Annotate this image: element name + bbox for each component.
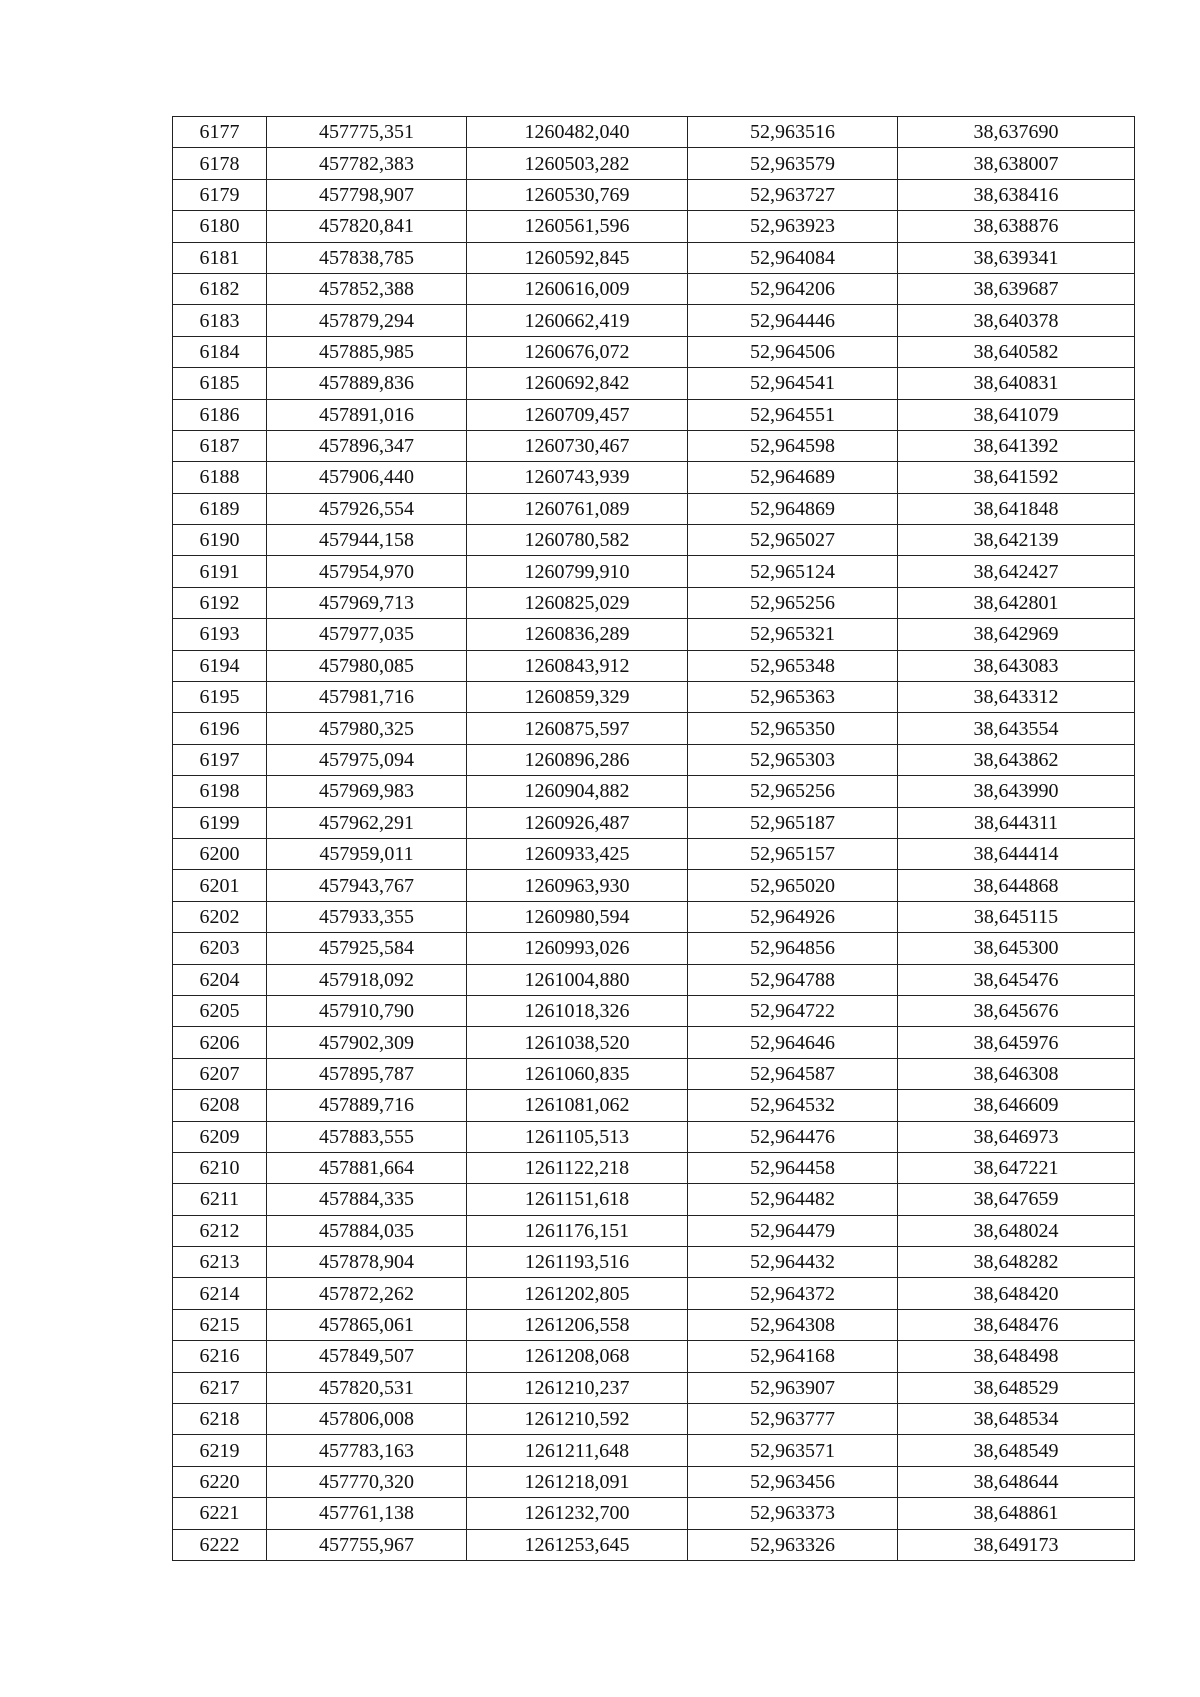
x-coordinate-cell: 457975,094 (267, 744, 467, 775)
x-coordinate-cell: 457895,787 (267, 1058, 467, 1089)
y-coordinate-cell: 1260730,467 (467, 430, 688, 461)
longitude-cell: 38,637690 (898, 117, 1135, 148)
latitude-cell: 52,964598 (688, 430, 898, 461)
longitude-cell: 38,648420 (898, 1278, 1135, 1309)
y-coordinate-cell: 1261193,516 (467, 1247, 688, 1278)
longitude-cell: 38,639341 (898, 242, 1135, 273)
x-coordinate-cell: 457889,716 (267, 1090, 467, 1121)
latitude-cell: 52,965187 (688, 807, 898, 838)
table-row (173, 1184, 1135, 1215)
x-coordinate-cell: 457896,347 (267, 430, 467, 461)
longitude-cell: 38,642801 (898, 587, 1135, 618)
x-coordinate-cell: 457959,011 (267, 838, 467, 869)
latitude-cell: 52,964788 (688, 964, 898, 995)
longitude-cell: 38,643554 (898, 713, 1135, 744)
table-row (173, 870, 1135, 901)
longitude-cell: 38,648529 (898, 1372, 1135, 1403)
longitude-cell: 38,646609 (898, 1090, 1135, 1121)
point-number-cell: 6190 (173, 525, 267, 556)
x-coordinate-cell: 457891,016 (267, 399, 467, 430)
longitude-cell: 38,645300 (898, 933, 1135, 964)
longitude-cell: 38,644414 (898, 838, 1135, 869)
point-number-cell: 6218 (173, 1404, 267, 1435)
y-coordinate-cell: 1260836,289 (467, 619, 688, 650)
latitude-cell: 52,963456 (688, 1466, 898, 1497)
longitude-cell: 38,645115 (898, 901, 1135, 932)
y-coordinate-cell: 1260933,425 (467, 838, 688, 869)
table-row (173, 148, 1135, 179)
point-number-cell: 6192 (173, 587, 267, 618)
x-coordinate-cell: 457943,767 (267, 870, 467, 901)
point-number-cell: 6196 (173, 713, 267, 744)
y-coordinate-cell: 1260592,845 (467, 242, 688, 273)
table-row (173, 1278, 1135, 1309)
latitude-cell: 52,964722 (688, 995, 898, 1026)
longitude-cell: 38,646308 (898, 1058, 1135, 1089)
y-coordinate-cell: 1261211,648 (467, 1435, 688, 1466)
y-coordinate-cell: 1261202,805 (467, 1278, 688, 1309)
x-coordinate-cell: 457925,584 (267, 933, 467, 964)
point-number-cell: 6185 (173, 368, 267, 399)
table-row (173, 1215, 1135, 1246)
point-number-cell: 6204 (173, 964, 267, 995)
table-row (173, 179, 1135, 210)
latitude-cell: 52,964308 (688, 1309, 898, 1340)
longitude-cell: 38,648644 (898, 1466, 1135, 1497)
latitude-cell: 52,964084 (688, 242, 898, 273)
y-coordinate-cell: 1260709,457 (467, 399, 688, 430)
y-coordinate-cell: 1260616,009 (467, 273, 688, 304)
latitude-cell: 52,965363 (688, 682, 898, 713)
latitude-cell: 52,965350 (688, 713, 898, 744)
latitude-cell: 52,964506 (688, 336, 898, 367)
y-coordinate-cell: 1261018,326 (467, 995, 688, 1026)
longitude-cell: 38,648549 (898, 1435, 1135, 1466)
longitude-cell: 38,643312 (898, 682, 1135, 713)
point-number-cell: 6219 (173, 1435, 267, 1466)
y-coordinate-cell: 1260980,594 (467, 901, 688, 932)
y-coordinate-cell: 1260780,582 (467, 525, 688, 556)
latitude-cell: 52,963777 (688, 1404, 898, 1435)
y-coordinate-cell: 1261122,218 (467, 1152, 688, 1183)
x-coordinate-cell: 457902,309 (267, 1027, 467, 1058)
table-row (173, 336, 1135, 367)
x-coordinate-cell: 457962,291 (267, 807, 467, 838)
y-coordinate-cell: 1261208,068 (467, 1341, 688, 1372)
point-number-cell: 6221 (173, 1498, 267, 1529)
x-coordinate-cell: 457977,035 (267, 619, 467, 650)
point-number-cell: 6191 (173, 556, 267, 587)
latitude-cell: 52,963516 (688, 117, 898, 148)
latitude-cell: 52,964869 (688, 493, 898, 524)
latitude-cell: 52,963579 (688, 148, 898, 179)
point-number-cell: 6178 (173, 148, 267, 179)
longitude-cell: 38,643862 (898, 744, 1135, 775)
x-coordinate-cell: 457879,294 (267, 305, 467, 336)
point-number-cell: 6177 (173, 117, 267, 148)
latitude-cell: 52,965348 (688, 650, 898, 681)
latitude-cell: 52,965124 (688, 556, 898, 587)
point-number-cell: 6201 (173, 870, 267, 901)
longitude-cell: 38,642139 (898, 525, 1135, 556)
longitude-cell: 38,649173 (898, 1529, 1135, 1560)
table-row (173, 273, 1135, 304)
table-row (173, 305, 1135, 336)
longitude-cell: 38,647659 (898, 1184, 1135, 1215)
table-row (173, 650, 1135, 681)
x-coordinate-cell: 457849,507 (267, 1341, 467, 1372)
longitude-cell: 38,648024 (898, 1215, 1135, 1246)
table-row (173, 462, 1135, 493)
point-number-cell: 6182 (173, 273, 267, 304)
table-row (173, 1309, 1135, 1340)
x-coordinate-cell: 457783,163 (267, 1435, 467, 1466)
table-row (173, 713, 1135, 744)
point-number-cell: 6217 (173, 1372, 267, 1403)
point-number-cell: 6214 (173, 1278, 267, 1309)
y-coordinate-cell: 1260561,596 (467, 211, 688, 242)
latitude-cell: 52,965020 (688, 870, 898, 901)
x-coordinate-cell: 457884,335 (267, 1184, 467, 1215)
point-number-cell: 6189 (173, 493, 267, 524)
point-number-cell: 6203 (173, 933, 267, 964)
point-number-cell: 6200 (173, 838, 267, 869)
latitude-cell: 52,964479 (688, 1215, 898, 1246)
longitude-cell: 38,641848 (898, 493, 1135, 524)
longitude-cell: 38,648861 (898, 1498, 1135, 1529)
point-number-cell: 6215 (173, 1309, 267, 1340)
point-number-cell: 6187 (173, 430, 267, 461)
y-coordinate-cell: 1260993,026 (467, 933, 688, 964)
x-coordinate-cell: 457981,716 (267, 682, 467, 713)
y-coordinate-cell: 1261081,062 (467, 1090, 688, 1121)
x-coordinate-cell: 457878,904 (267, 1247, 467, 1278)
longitude-cell: 38,645976 (898, 1027, 1135, 1058)
latitude-cell: 52,965157 (688, 838, 898, 869)
table-row (173, 1027, 1135, 1058)
table-row (173, 1404, 1135, 1435)
y-coordinate-cell: 1260482,040 (467, 117, 688, 148)
latitude-cell: 52,963727 (688, 179, 898, 210)
point-number-cell: 6222 (173, 1529, 267, 1560)
latitude-cell: 52,964856 (688, 933, 898, 964)
y-coordinate-cell: 1260676,072 (467, 336, 688, 367)
table-row (173, 525, 1135, 556)
x-coordinate-cell: 457933,355 (267, 901, 467, 932)
x-coordinate-cell: 457980,085 (267, 650, 467, 681)
point-number-cell: 6213 (173, 1247, 267, 1278)
table-row (173, 493, 1135, 524)
x-coordinate-cell: 457969,983 (267, 776, 467, 807)
point-number-cell: 6179 (173, 179, 267, 210)
longitude-cell: 38,645676 (898, 995, 1135, 1026)
x-coordinate-cell: 457775,351 (267, 117, 467, 148)
point-number-cell: 6198 (173, 776, 267, 807)
longitude-cell: 38,640378 (898, 305, 1135, 336)
point-number-cell: 6184 (173, 336, 267, 367)
table-row (173, 1372, 1135, 1403)
x-coordinate-cell: 457969,713 (267, 587, 467, 618)
x-coordinate-cell: 457883,555 (267, 1121, 467, 1152)
table-row (173, 995, 1135, 1026)
longitude-cell: 38,644311 (898, 807, 1135, 838)
latitude-cell: 52,965027 (688, 525, 898, 556)
y-coordinate-cell: 1261060,835 (467, 1058, 688, 1089)
y-coordinate-cell: 1261218,091 (467, 1466, 688, 1497)
point-number-cell: 6193 (173, 619, 267, 650)
table-row (173, 619, 1135, 650)
point-number-cell: 6209 (173, 1121, 267, 1152)
latitude-cell: 52,964206 (688, 273, 898, 304)
y-coordinate-cell: 1260904,882 (467, 776, 688, 807)
x-coordinate-cell: 457918,092 (267, 964, 467, 995)
latitude-cell: 52,963326 (688, 1529, 898, 1560)
table-row (173, 933, 1135, 964)
x-coordinate-cell: 457782,383 (267, 148, 467, 179)
x-coordinate-cell: 457885,985 (267, 336, 467, 367)
x-coordinate-cell: 457852,388 (267, 273, 467, 304)
point-number-cell: 6186 (173, 399, 267, 430)
table-row (173, 1058, 1135, 1089)
table-row (173, 744, 1135, 775)
x-coordinate-cell: 457944,158 (267, 525, 467, 556)
x-coordinate-cell: 457872,262 (267, 1278, 467, 1309)
x-coordinate-cell: 457806,008 (267, 1404, 467, 1435)
y-coordinate-cell: 1261210,592 (467, 1404, 688, 1435)
latitude-cell: 52,963907 (688, 1372, 898, 1403)
y-coordinate-cell: 1260825,029 (467, 587, 688, 618)
y-coordinate-cell: 1260896,286 (467, 744, 688, 775)
longitude-cell: 38,648282 (898, 1247, 1135, 1278)
table-row (173, 1466, 1135, 1497)
y-coordinate-cell: 1260859,329 (467, 682, 688, 713)
y-coordinate-cell: 1260692,842 (467, 368, 688, 399)
table-row (173, 838, 1135, 869)
table-row (173, 964, 1135, 995)
latitude-cell: 52,965256 (688, 776, 898, 807)
x-coordinate-cell: 457770,320 (267, 1466, 467, 1497)
x-coordinate-cell: 457889,836 (267, 368, 467, 399)
table-row (173, 682, 1135, 713)
x-coordinate-cell: 457761,138 (267, 1498, 467, 1529)
latitude-cell: 52,964372 (688, 1278, 898, 1309)
point-number-cell: 6195 (173, 682, 267, 713)
point-number-cell: 6208 (173, 1090, 267, 1121)
y-coordinate-cell: 1260799,910 (467, 556, 688, 587)
x-coordinate-cell: 457926,554 (267, 493, 467, 524)
y-coordinate-cell: 1260503,282 (467, 148, 688, 179)
longitude-cell: 38,639687 (898, 273, 1135, 304)
table-row (173, 1529, 1135, 1560)
y-coordinate-cell: 1260662,419 (467, 305, 688, 336)
point-number-cell: 6183 (173, 305, 267, 336)
x-coordinate-cell: 457820,841 (267, 211, 467, 242)
latitude-cell: 52,964926 (688, 901, 898, 932)
point-number-cell: 6211 (173, 1184, 267, 1215)
point-number-cell: 6180 (173, 211, 267, 242)
latitude-cell: 52,965256 (688, 587, 898, 618)
table-row (173, 1247, 1135, 1278)
table-row (173, 1090, 1135, 1121)
point-number-cell: 6202 (173, 901, 267, 932)
latitude-cell: 52,964458 (688, 1152, 898, 1183)
latitude-cell: 52,965303 (688, 744, 898, 775)
table-row (173, 776, 1135, 807)
longitude-cell: 38,645476 (898, 964, 1135, 995)
table-row (173, 242, 1135, 273)
latitude-cell: 52,963923 (688, 211, 898, 242)
table-row (173, 399, 1135, 430)
table-row (173, 211, 1135, 242)
y-coordinate-cell: 1261253,645 (467, 1529, 688, 1560)
x-coordinate-cell: 457906,440 (267, 462, 467, 493)
longitude-cell: 38,644868 (898, 870, 1135, 901)
point-number-cell: 6181 (173, 242, 267, 273)
y-coordinate-cell: 1261004,880 (467, 964, 688, 995)
x-coordinate-cell: 457980,325 (267, 713, 467, 744)
table-row (173, 587, 1135, 618)
y-coordinate-cell: 1261232,700 (467, 1498, 688, 1529)
latitude-cell: 52,964551 (688, 399, 898, 430)
longitude-cell: 38,640831 (898, 368, 1135, 399)
longitude-cell: 38,647221 (898, 1152, 1135, 1183)
latitude-cell: 52,964689 (688, 462, 898, 493)
longitude-cell: 38,648534 (898, 1404, 1135, 1435)
y-coordinate-cell: 1261151,618 (467, 1184, 688, 1215)
table-row (173, 1341, 1135, 1372)
x-coordinate-cell: 457884,035 (267, 1215, 467, 1246)
table-row (173, 1498, 1135, 1529)
x-coordinate-cell: 457910,790 (267, 995, 467, 1026)
longitude-cell: 38,640582 (898, 336, 1135, 367)
latitude-cell: 52,964482 (688, 1184, 898, 1215)
latitude-cell: 52,963373 (688, 1498, 898, 1529)
point-number-cell: 6210 (173, 1152, 267, 1183)
longitude-cell: 38,642969 (898, 619, 1135, 650)
table-row (173, 1121, 1135, 1152)
x-coordinate-cell: 457820,531 (267, 1372, 467, 1403)
x-coordinate-cell: 457798,907 (267, 179, 467, 210)
longitude-cell: 38,648476 (898, 1309, 1135, 1340)
y-coordinate-cell: 1261038,520 (467, 1027, 688, 1058)
longitude-cell: 38,638007 (898, 148, 1135, 179)
coordinates-table-body (173, 117, 1135, 1561)
longitude-cell: 38,643083 (898, 650, 1135, 681)
point-number-cell: 6216 (173, 1341, 267, 1372)
latitude-cell: 52,964646 (688, 1027, 898, 1058)
y-coordinate-cell: 1260875,597 (467, 713, 688, 744)
longitude-cell: 38,641079 (898, 399, 1135, 430)
table-row (173, 430, 1135, 461)
table-row (173, 901, 1135, 932)
x-coordinate-cell: 457881,664 (267, 1152, 467, 1183)
point-number-cell: 6207 (173, 1058, 267, 1089)
longitude-cell: 38,642427 (898, 556, 1135, 587)
point-number-cell: 6220 (173, 1466, 267, 1497)
y-coordinate-cell: 1260530,769 (467, 179, 688, 210)
latitude-cell: 52,964168 (688, 1341, 898, 1372)
point-number-cell: 6212 (173, 1215, 267, 1246)
point-number-cell: 6194 (173, 650, 267, 681)
latitude-cell: 52,964532 (688, 1090, 898, 1121)
x-coordinate-cell: 457755,967 (267, 1529, 467, 1560)
latitude-cell: 52,964587 (688, 1058, 898, 1089)
latitude-cell: 52,964476 (688, 1121, 898, 1152)
longitude-cell: 38,643990 (898, 776, 1135, 807)
y-coordinate-cell: 1260963,930 (467, 870, 688, 901)
table-row (173, 368, 1135, 399)
longitude-cell: 38,648498 (898, 1341, 1135, 1372)
point-number-cell: 6188 (173, 462, 267, 493)
latitude-cell: 52,964541 (688, 368, 898, 399)
x-coordinate-cell: 457838,785 (267, 242, 467, 273)
y-coordinate-cell: 1260843,912 (467, 650, 688, 681)
table-row (173, 1435, 1135, 1466)
longitude-cell: 38,641392 (898, 430, 1135, 461)
longitude-cell: 38,641592 (898, 462, 1135, 493)
x-coordinate-cell: 457865,061 (267, 1309, 467, 1340)
table-row (173, 556, 1135, 587)
latitude-cell: 52,965321 (688, 619, 898, 650)
latitude-cell: 52,964432 (688, 1247, 898, 1278)
y-coordinate-cell: 1261210,237 (467, 1372, 688, 1403)
longitude-cell: 38,638876 (898, 211, 1135, 242)
point-number-cell: 6205 (173, 995, 267, 1026)
y-coordinate-cell: 1260743,939 (467, 462, 688, 493)
latitude-cell: 52,964446 (688, 305, 898, 336)
y-coordinate-cell: 1261105,513 (467, 1121, 688, 1152)
table-row (173, 807, 1135, 838)
y-coordinate-cell: 1261176,151 (467, 1215, 688, 1246)
x-coordinate-cell: 457954,970 (267, 556, 467, 587)
y-coordinate-cell: 1260761,089 (467, 493, 688, 524)
table-row (173, 1152, 1135, 1183)
y-coordinate-cell: 1261206,558 (467, 1309, 688, 1340)
longitude-cell: 38,646973 (898, 1121, 1135, 1152)
point-number-cell: 6199 (173, 807, 267, 838)
coordinates-table (172, 116, 1135, 1561)
table-row (173, 117, 1135, 148)
latitude-cell: 52,963571 (688, 1435, 898, 1466)
y-coordinate-cell: 1260926,487 (467, 807, 688, 838)
point-number-cell: 6206 (173, 1027, 267, 1058)
longitude-cell: 38,638416 (898, 179, 1135, 210)
point-number-cell: 6197 (173, 744, 267, 775)
